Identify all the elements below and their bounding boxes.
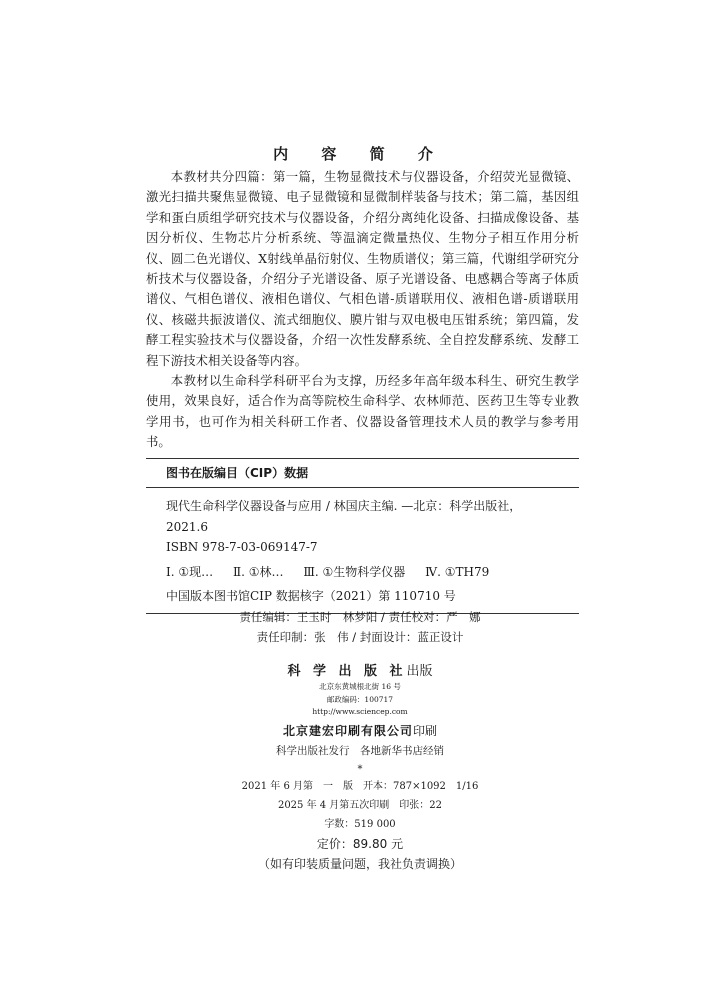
publisher-address: 北京东黄城根北街 16 号 — [319, 682, 401, 691]
credits — [0, 607, 720, 647]
printer-suffix: 印刷 — [413, 723, 438, 738]
cip-citation-cont: 2021.6 — [166, 519, 208, 534]
printer-line — [0, 721, 720, 741]
publisher-line — [0, 663, 720, 681]
separator-star: * — [357, 763, 363, 775]
cip-block — [146, 458, 579, 614]
edition-line: 2021 年 6 月第 一 版 开本：787×1092 1/16 — [241, 780, 479, 792]
cip-class-item: Ⅱ. ①林… — [232, 564, 284, 579]
printing-line: 2025 年 4 月第五次印刷 印张：22 — [277, 799, 443, 811]
cip-number: 中国版本图书馆CIP 数据核字（2021）第 110710 号 — [166, 589, 456, 603]
price: 定价：89.80 元 — [316, 836, 404, 851]
cip-classification — [166, 562, 579, 583]
distribution: 科学出版社发行 各地新华书店经销 — [276, 744, 444, 757]
cip-isbn: ISBN 978-7-03-069147-7 — [166, 540, 318, 554]
cip-citation: 现代生命科学仪器设备与应用 / 林国庆主编. —北京：科学出版社， — [166, 499, 522, 513]
publisher-postcode: 邮政编码：100717 — [326, 694, 394, 704]
word-count: 字数：519 000 — [324, 818, 396, 830]
summary-text — [146, 167, 579, 453]
publisher-name: 科 学 出 版 社 — [287, 664, 407, 679]
cip-class-item: Ⅰ. ①现… — [166, 564, 214, 579]
quality-notice: （如有印装质量问题，我社负责调换） — [257, 856, 462, 871]
imprint — [0, 663, 720, 874]
cip-class-item: Ⅲ. ①生物科学仪器 — [303, 564, 406, 579]
cip-class-item: Ⅳ. ①TH79 — [425, 564, 490, 579]
printer-name: 北京建宏印刷有限公司 — [282, 723, 413, 738]
publisher-suffix: 出版 — [406, 664, 433, 679]
publisher-website: http://www.sciencep.com — [312, 707, 408, 716]
cip-body — [146, 488, 579, 613]
credits-production: 责任印制：张 伟 / 封面设计：蓝正设计 — [256, 630, 464, 644]
summary-title: 内 容 简 介 — [273, 145, 447, 163]
cip-heading: 图书在版编目（CIP）数据 — [146, 459, 579, 488]
summary-paragraph: 本教材以生命科学科研平台为支撑，历经多年高年级本科生、研究生教学使用，效果良好，适合作为高等院校生命科学、农林师范、医药卫生等专业教学用书，也可作为相关科研工作者、仪器设备管理技术人员的教学与参考用书。 — [146, 373, 579, 450]
summary-paragraph: 本教材共分四篇：第一篇，生物显微技术与仪器设备，介绍荧光显微镜、激光扫描共聚焦显微镜、电子显微镜和显微制样装备与技术；第二篇，基因组学和蛋白质组学研究技术与仪器设备，介绍分离纯化设备、扫描成像设备、基因分析仪、生物芯片分析系统、等温滴定微量热仪、生物分子相互作用分析仪、圆二色光谱仪、X射线单晶衍射仪、生物质谱仪；第三篇，代谢组学研究分析技术与仪器设备，介绍分子光谱设备、原子光谱设备、电感耦合等离子体质谱仪、气相色谱仪、液相色谱仪、气相色谱-质谱联用仪、液相色谱-质谱联用仪、核磁共振波谱仪、流式细胞仪、膜片钳与双电极电压钳系统；第四篇，发酵工程实验技术与仪器设备，介绍一次性发酵系统、全自控发酵系统、发酵工程下游技术相关设备等内容。 — [146, 169, 579, 368]
credits-editors: 责任编辑：王玉时 林梦阳 / 责任校对：严 娜 — [239, 610, 481, 624]
